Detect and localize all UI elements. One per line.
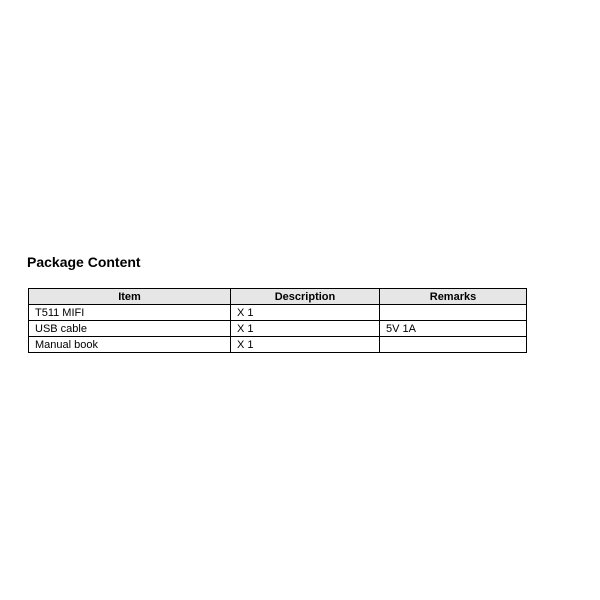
- table-row: [29, 305, 527, 321]
- column-header-remarks: Remarks: [380, 289, 527, 305]
- cell-item: USB cable: [29, 321, 231, 337]
- cell-item: Manual book: [29, 337, 231, 353]
- table-row: [29, 337, 527, 353]
- table-row: [29, 321, 527, 337]
- column-header-item: Item: [29, 289, 231, 305]
- package-content-table: [28, 288, 527, 353]
- cell-remarks: [380, 337, 527, 353]
- cell-remarks: 5V 1A: [380, 321, 527, 337]
- column-header-description: Description: [231, 289, 380, 305]
- cell-item: T511 MIFI: [29, 305, 231, 321]
- cell-remarks: [380, 305, 527, 321]
- table-header-row: [29, 289, 527, 305]
- cell-description: X 1: [231, 321, 380, 337]
- section-title: Package Content: [27, 254, 141, 270]
- cell-description: X 1: [231, 337, 380, 353]
- cell-description: X 1: [231, 305, 380, 321]
